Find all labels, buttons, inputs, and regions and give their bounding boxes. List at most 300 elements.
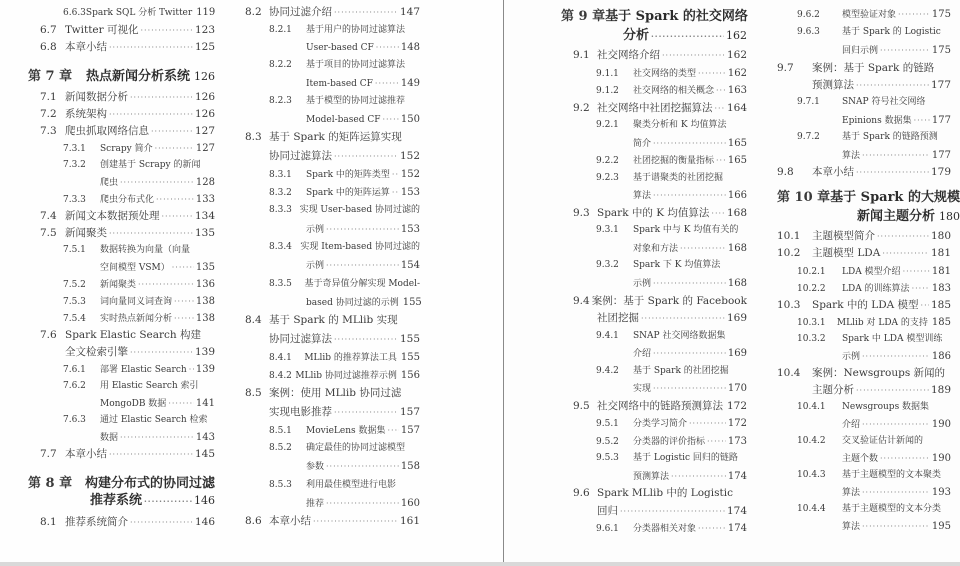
toc-entry[interactable] (573, 205, 747, 222)
page-number: 127 (195, 143, 215, 154)
section-title: 基于用户的协同过滤算法 (306, 25, 406, 35)
toc-entry[interactable] (40, 446, 215, 463)
page-gutter-divider (503, 0, 504, 562)
toc-entry[interactable] (573, 398, 747, 415)
toc-entry[interactable] (306, 111, 420, 128)
section-number: 8.3 (245, 131, 262, 143)
toc-chapter-entry[interactable] (623, 26, 747, 46)
section-number: 7.2 (40, 108, 57, 120)
dot-leader (382, 111, 398, 128)
toc-entry[interactable] (306, 221, 420, 238)
dot-leader (716, 152, 726, 169)
dot-leader (168, 395, 194, 412)
toc-entry[interactable] (797, 263, 951, 280)
toc-entry[interactable] (269, 367, 420, 384)
page-number: 165 (727, 155, 747, 166)
section-title: MLlib 对 LDA 的支持 (836, 318, 928, 328)
toc-entry[interactable] (797, 6, 951, 23)
bottom-edge (0, 562, 960, 566)
section-number: 第 10 章 (777, 190, 831, 205)
page-number: 190 (931, 419, 951, 430)
section-title: 社团挖掘 (597, 312, 639, 324)
dot-leader (155, 140, 194, 157)
toc-entry[interactable] (269, 349, 420, 366)
section-title: 基于 Spark 的社团挖掘 (633, 366, 729, 376)
toc-entry[interactable] (40, 39, 215, 56)
section-title: User-based CF (306, 43, 374, 53)
toc-entry[interactable] (306, 294, 420, 311)
page-number: 170 (727, 383, 747, 394)
section-title: Spark SQL 分析 Twitter (85, 8, 193, 18)
section-title: 基于 Spark 的社交网络 (605, 9, 748, 24)
section-number: 7.5.4 (63, 314, 86, 324)
toc-entry[interactable] (573, 485, 747, 502)
toc-entry[interactable] (63, 276, 215, 293)
toc-entry[interactable] (777, 60, 951, 77)
toc-entry[interactable] (269, 93, 420, 110)
section-number: 8.3.4 (269, 242, 292, 252)
dot-leader (138, 276, 194, 293)
toc-entry[interactable] (63, 412, 215, 429)
toc-entry[interactable] (63, 293, 215, 310)
toc-entry[interactable] (306, 257, 420, 274)
section-title: 新闻数据分析 (65, 91, 128, 103)
toc-entry[interactable] (269, 184, 420, 201)
toc-entry[interactable] (596, 520, 747, 537)
toc-entry[interactable] (797, 94, 951, 111)
section-title: 新闻文本数据预处理 (65, 210, 160, 222)
toc-entry[interactable] (596, 152, 747, 169)
toc-entry[interactable] (797, 467, 951, 484)
section-title: 基于 Spark 的大规模 (830, 190, 960, 205)
section-number: 8.6 (245, 515, 262, 527)
toc-entry[interactable] (100, 395, 215, 412)
page-number: 154 (400, 260, 420, 271)
dot-leader (392, 166, 399, 183)
toc-entry[interactable] (777, 297, 951, 314)
page-number: 189 (930, 384, 951, 396)
toc-entry[interactable] (40, 327, 215, 344)
toc-entry[interactable] (842, 112, 951, 129)
dot-leader (172, 259, 194, 276)
section-title: 示例 (842, 352, 861, 362)
section-title: 构建分布式的协同过滤 (84, 476, 215, 491)
section-number: 9.2.2 (596, 156, 619, 166)
toc-entry[interactable] (63, 310, 215, 327)
section-number: 8.1 (40, 516, 57, 528)
section-number: 9.3 (573, 207, 590, 219)
dot-leader (862, 147, 930, 164)
section-number: 7.5 (40, 227, 57, 239)
toc-entry[interactable] (842, 450, 951, 467)
page-number: 136 (195, 279, 215, 290)
section-number: 7.4 (40, 210, 57, 222)
section-number: 7.6.2 (63, 381, 86, 391)
toc-entry[interactable] (63, 157, 215, 174)
toc-entry[interactable] (797, 433, 951, 450)
toc-entry[interactable] (269, 202, 420, 219)
dot-leader (880, 450, 930, 467)
toc-entry[interactable] (633, 187, 747, 204)
toc-entry[interactable] (269, 440, 420, 457)
dot-leader (671, 468, 726, 485)
section-title: 基于 Spark 的链路预测 (842, 132, 938, 142)
dot-leader (882, 245, 929, 262)
page-number: 149 (400, 78, 420, 89)
toc-entry[interactable] (100, 429, 215, 446)
section-number: 10.2.2 (797, 284, 826, 294)
dot-leader (903, 263, 930, 280)
dot-leader (326, 257, 399, 274)
toc-entry[interactable] (633, 468, 747, 485)
section-number: 7.5.1 (63, 245, 86, 255)
page-number: 173 (727, 436, 747, 447)
toc-entry[interactable] (842, 348, 951, 365)
toc-entry[interactable] (245, 4, 420, 21)
toc-entry[interactable] (269, 148, 420, 165)
toc-entry[interactable] (40, 106, 215, 123)
toc-entry[interactable] (245, 513, 420, 530)
dot-leader (921, 297, 929, 314)
page-number: 119 (196, 7, 216, 18)
toc-entry[interactable] (777, 245, 951, 262)
section-number: 9.6 (573, 487, 590, 499)
page-number: 143 (195, 432, 215, 443)
toc-entry[interactable] (269, 276, 420, 293)
toc-entry[interactable] (245, 312, 420, 329)
toc-entry[interactable] (596, 415, 747, 432)
toc-entry[interactable] (63, 378, 215, 395)
section-number: 9.2.1 (596, 120, 619, 130)
toc-entry[interactable] (797, 501, 951, 518)
section-number: 9.5.1 (596, 419, 619, 429)
section-number: 8.5.3 (269, 480, 292, 490)
toc-entry[interactable] (797, 399, 951, 416)
section-title: 对象和方法 (633, 244, 679, 254)
toc-entry[interactable] (596, 222, 747, 239)
toc-entry[interactable] (777, 228, 951, 245)
section-title: 交叉验证估计新闻的 (842, 436, 924, 446)
section-number: 9.2.3 (596, 173, 619, 183)
dot-leader (334, 148, 398, 165)
page-number: 168 (727, 243, 747, 254)
toc-entry[interactable] (597, 503, 747, 520)
page-number: 155 (399, 333, 420, 345)
page-number: 169 (727, 348, 747, 359)
section-number: 8.3.1 (269, 170, 292, 180)
dot-leader (653, 345, 726, 362)
page-number: 190 (931, 453, 951, 464)
toc-entry[interactable] (596, 433, 747, 450)
toc-entry[interactable] (40, 123, 215, 140)
section-title: LDA 的训练算法 (842, 284, 910, 294)
section-title: Spark MLlib 中的 Logistic (597, 487, 733, 499)
dot-leader (680, 240, 726, 257)
section-number: 9.2 (573, 102, 590, 114)
toc-entry[interactable] (245, 129, 420, 146)
toc-entry[interactable] (269, 166, 420, 183)
page-number: 180 (939, 210, 960, 223)
toc-entry[interactable] (842, 518, 951, 535)
toc-entry[interactable] (40, 22, 215, 39)
toc-entry[interactable] (269, 57, 420, 74)
section-number: 10.4.1 (797, 402, 826, 412)
section-number: 7.3.1 (63, 144, 86, 154)
toc-entry[interactable] (306, 495, 420, 512)
page-number: 139 (194, 346, 215, 358)
toc-entry[interactable] (63, 140, 215, 157)
section-number: 7.1 (40, 91, 57, 103)
dot-leader (898, 6, 930, 23)
toc-entry[interactable] (63, 4, 215, 21)
page-number: 181 (930, 247, 951, 259)
page-number: 183 (931, 283, 951, 294)
page-number: 177 (931, 115, 951, 126)
section-title: 本章小结 (65, 448, 107, 460)
section-number: 9.3.1 (596, 225, 619, 235)
section-number: 10.3.2 (797, 334, 826, 344)
dot-leader (856, 77, 929, 94)
toc-entry[interactable] (777, 365, 951, 382)
page-number: 174 (727, 523, 747, 534)
section-title: 聚类分析和 K 均值算法 (633, 120, 727, 130)
section-title: 分类器相关对象 (633, 524, 697, 534)
toc-entry[interactable] (596, 450, 747, 467)
toc-chapter-entry[interactable] (90, 491, 215, 511)
section-title: 本章小结 (269, 515, 311, 527)
toc-entry[interactable] (797, 24, 951, 41)
dot-leader (862, 416, 930, 433)
dot-leader (109, 106, 193, 123)
section-number: 7.5.2 (63, 280, 86, 290)
section-title: 简介 (633, 139, 652, 149)
section-number: 9.3.2 (596, 260, 619, 270)
dot-leader (174, 310, 194, 327)
section-title: Twitter 可视化 (65, 24, 139, 36)
toc-entry[interactable] (596, 117, 747, 134)
dot-leader (862, 348, 930, 365)
toc-entry[interactable] (306, 75, 420, 92)
section-title: Spark Elastic Search 构建 (65, 329, 202, 341)
toc-entry[interactable] (633, 240, 747, 257)
section-title: 全文检索引擎 (65, 346, 128, 358)
dot-leader (109, 446, 193, 463)
section-title: Spark 中的矩阵运算 (306, 188, 390, 198)
dot-leader (313, 513, 398, 530)
page-number: 153 (400, 224, 420, 235)
dot-leader (141, 22, 193, 39)
toc-entry[interactable] (633, 380, 747, 397)
section-title: 示例 (633, 279, 652, 289)
toc-entry[interactable] (306, 39, 420, 56)
section-number: 7.3.2 (63, 160, 86, 170)
dot-leader (856, 164, 929, 181)
toc-entry[interactable] (596, 65, 747, 82)
toc-entry[interactable] (596, 170, 747, 187)
page-number: 128 (195, 177, 215, 188)
dot-leader (698, 520, 726, 537)
toc-entry[interactable] (812, 382, 951, 399)
dot-leader (375, 75, 399, 92)
section-number: 9.1 (573, 49, 590, 61)
section-title: 示例 (306, 225, 325, 235)
dot-leader (334, 331, 398, 348)
toc-entry[interactable] (596, 82, 747, 99)
toc-entry[interactable] (40, 89, 215, 106)
page-number: 125 (194, 41, 215, 53)
dot-leader (698, 65, 726, 82)
page-number: 133 (195, 194, 215, 205)
toc-entry[interactable] (269, 477, 420, 494)
section-title: 实现 User-based 协同过滤的 (299, 205, 420, 215)
section-title: LDA 模型介绍 (842, 267, 901, 277)
toc-chapter-entry[interactable] (28, 67, 215, 87)
section-number: 9.7 (777, 62, 794, 74)
dot-leader (716, 82, 726, 99)
dot-leader (326, 221, 399, 238)
toc-entry[interactable] (842, 416, 951, 433)
section-number: 9.8 (777, 166, 794, 178)
section-title: Spark 中与 K 均值有关的 (633, 225, 739, 235)
section-title: Spark 中 LDA 模型训练 (842, 334, 943, 344)
toc-entry[interactable] (269, 239, 420, 256)
dot-leader (130, 344, 193, 361)
section-title: SNAP 社交网络数据集 (633, 331, 726, 341)
toc-entry[interactable] (269, 331, 420, 348)
toc-entry[interactable] (269, 422, 420, 439)
toc-chapter-entry[interactable] (857, 207, 960, 227)
section-title: 确定最佳的协同过滤模型 (306, 443, 406, 453)
page-number: 150 (400, 114, 420, 125)
toc-entry[interactable] (633, 345, 747, 362)
toc-entry[interactable] (573, 47, 747, 64)
page-number: 162 (726, 49, 747, 61)
toc-entry[interactable] (797, 314, 951, 331)
toc-entry[interactable] (573, 293, 747, 310)
dot-leader (388, 422, 399, 439)
toc-entry[interactable] (269, 404, 420, 421)
toc-entry[interactable] (797, 331, 951, 348)
section-title: 实现电影推荐 (269, 406, 332, 418)
toc-entry[interactable] (797, 129, 951, 146)
section-number: 第 8 章 (28, 476, 73, 491)
section-number: 8.3.3 (269, 205, 292, 215)
section-number: 10.3 (777, 299, 801, 311)
dot-leader (641, 310, 725, 327)
section-number: 9.6.3 (797, 27, 820, 37)
dot-leader (620, 503, 725, 520)
toc-entry[interactable] (63, 361, 215, 378)
toc-entry[interactable] (596, 257, 747, 274)
toc-entry[interactable] (100, 174, 215, 191)
toc-entry[interactable] (245, 385, 420, 402)
dot-leader (109, 225, 193, 242)
dot-leader (144, 491, 192, 511)
page-number: 126 (194, 70, 215, 83)
section-number: 6.6.3 (63, 8, 86, 18)
section-title: 主题分析 (812, 384, 854, 396)
toc-entry[interactable] (596, 363, 747, 380)
dot-leader (715, 100, 725, 117)
section-number: 7.6 (40, 329, 57, 341)
section-title: Epinions 数据集 (842, 116, 912, 126)
page-number: 156 (400, 370, 420, 381)
toc-entry[interactable] (842, 147, 951, 164)
section-title: SNAP 符号社交网络 (842, 97, 926, 107)
toc-entry[interactable] (40, 208, 215, 225)
toc-entry[interactable] (597, 310, 747, 327)
page-number: 146 (194, 516, 215, 528)
toc-entry[interactable] (40, 225, 215, 242)
page-number: 134 (194, 210, 215, 222)
section-title: 基于 Spark 的矩阵运算实现 (269, 131, 402, 143)
section-number: 8.2.3 (269, 96, 292, 106)
toc-entry[interactable] (306, 458, 420, 475)
section-title: 部署 Elastic Search (100, 365, 187, 375)
toc-entry[interactable] (633, 275, 747, 292)
page-number: 174 (726, 505, 747, 517)
section-number: 10.4.3 (797, 470, 826, 480)
toc-entry[interactable] (596, 328, 747, 345)
toc-entry[interactable] (100, 259, 215, 276)
section-number: 7.5.3 (63, 297, 86, 307)
toc-chapter-entry[interactable] (561, 7, 747, 27)
toc-entry[interactable] (65, 344, 215, 361)
dot-leader (877, 228, 929, 245)
dot-leader (914, 112, 930, 129)
section-number: 8.2.1 (269, 25, 292, 35)
section-title: Newsgroups 数据集 (842, 402, 930, 412)
section-number: 8.3.2 (269, 188, 292, 198)
toc-chapter-entry[interactable] (777, 188, 960, 208)
toc-entry[interactable] (63, 191, 215, 208)
section-title: 社交网络的相关概念 (633, 86, 715, 96)
section-title: 实现 (633, 384, 652, 394)
toc-entry[interactable] (573, 100, 747, 117)
section-number: 8.2.2 (269, 60, 292, 70)
toc-entry[interactable] (812, 77, 951, 94)
section-number: 10.3.1 (797, 318, 826, 328)
section-title: 基于谱聚类的社团挖掘 (633, 173, 724, 183)
toc-entry[interactable] (40, 514, 215, 531)
page-number: 186 (931, 351, 951, 362)
toc-entry[interactable] (63, 242, 215, 259)
toc-entry[interactable] (777, 164, 951, 181)
toc-entry[interactable] (797, 280, 951, 297)
section-number: 9.6.2 (797, 10, 820, 20)
section-title: 数据 (100, 433, 119, 443)
section-number: 8.4 (245, 314, 262, 326)
section-title: 基于主题模型的文本聚类 (842, 470, 942, 480)
page-number: 123 (194, 24, 215, 36)
section-title: Spark 中的 K 均值算法 (597, 207, 710, 219)
toc-entry[interactable] (633, 135, 747, 152)
section-number: 10.4.4 (797, 504, 826, 514)
section-title: 爬虫分布式化 (100, 195, 155, 205)
section-number: 7.3.3 (63, 195, 86, 205)
section-number: 9.7.2 (797, 132, 820, 142)
section-title: 爬虫 (100, 178, 119, 188)
dot-leader (912, 280, 930, 297)
toc-entry[interactable] (269, 22, 420, 39)
page-number: 138 (195, 296, 215, 307)
toc-entry[interactable] (842, 484, 951, 501)
toc-entry[interactable] (842, 42, 951, 59)
section-number: 10.2 (777, 247, 801, 259)
section-number: 6.8 (40, 41, 57, 53)
section-title: 社交网络中社团挖掘算法 (597, 102, 713, 114)
section-number: 7.3 (40, 125, 57, 137)
